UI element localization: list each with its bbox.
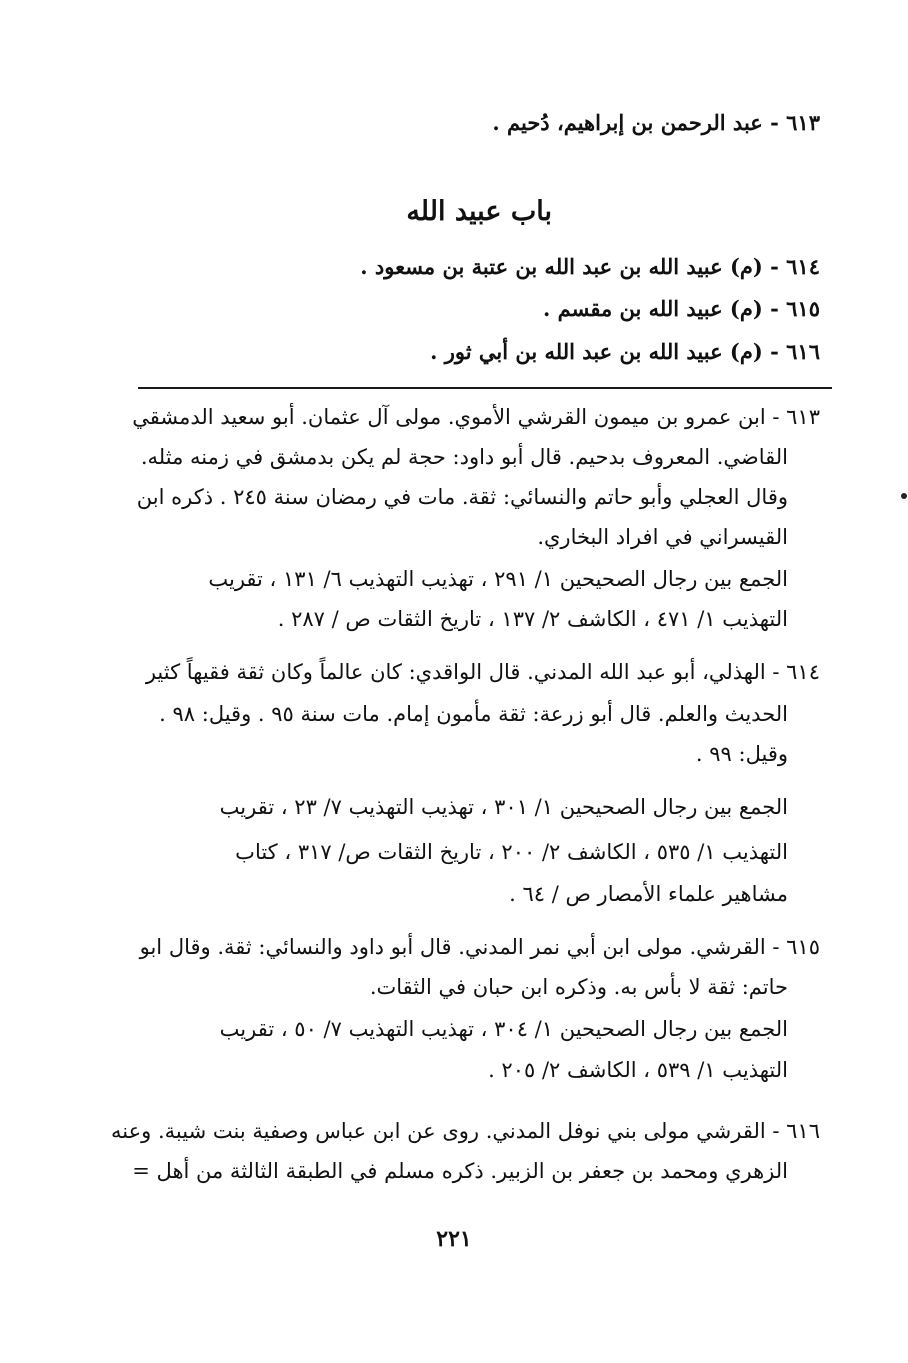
note-613-reference: التهذيب ١/ ٤٧١ ، الكاشف ٢/ ١٣٧ ، تاريخ الثقات ص / ٢٨٧ . [277,607,788,631]
note-614-line: الحديث والعلم. قال أبو زرعة: ثقة مأمون إمام. مات سنة ٩٥ . وقيل: ٩٨ . [159,702,788,726]
footnote-divider [138,387,832,389]
entry-615: ٦١٥ - (م) عبيد الله بن مقسم . [542,296,820,321]
note-616-line: الزهري ومحمد بن جعفر بن الزبير. ذكره مسلم في الطبقة الثالثة من أهل = [132,1159,788,1183]
note-614-reference: الجمع بين رجال الصحيحين ١/ ٣٠١ ، تهذيب التهذيب ٧/ ٢٣ ، تقريب [219,795,788,819]
note-613-line: ٦١٣ - ابن عمرو بن ميمون القرشي الأموي. مولى آل عثمان. أبو سعيد الدمشقي [132,405,820,429]
margin-mark [901,493,907,499]
note-614-line: ٦١٤ - الهذلي، أبو عبد الله المدني. قال الواقدي: كان عالماً وكان ثقة فقيهاً كثير [145,660,820,684]
section-title: باب عبيد الله [406,196,552,227]
page-number: ٢٢١ [436,1226,472,1252]
note-615-line: ٦١٥ - القرشي. مولى ابن أبي نمر المدني. قال أبو داود والنسائي: ثقة. وقال ابو [139,935,820,959]
entry-613: ٦١٣ - عبد الرحمن بن إبراهيم، دُحيم . [492,110,820,135]
entry-616: ٦١٦ - (م) عبيد الله بن عبد الله بن أبي ثور . [430,339,820,364]
note-614-line: وقيل: ٩٩ . [695,742,788,766]
entry-614: ٦١٤ - (م) عبيد الله بن عبد الله بن عتبة بن مسعود . [360,254,820,279]
note-615-line: حاتم: ثقة لا بأس به. وذكره ابن حبان في الثقات. [369,975,788,999]
note-613-line: القاضي. المعروف بدحيم. قال أبو داود: حجة لم يكن بدمشق في زمنه مثله. [140,445,788,469]
note-614-reference: التهذيب ١/ ٥٣٥ ، الكاشف ٢/ ٢٠٠ ، تاريخ الثقات ص/ ٣١٧ ، كتاب [235,840,788,864]
note-613-line: وقال العجلي وأبو حاتم والنسائي: ثقة. مات في رمضان سنة ٢٤٥ . ذكره ابن [136,485,788,509]
note-615-reference: الجمع بين رجال الصحيحين ١/ ٣٠٤ ، تهذيب التهذيب ٧/ ٥٠ ، تقريب [219,1017,788,1041]
note-616-line: ٦١٦ - القرشي مولى بني نوفل المدني. روى عن ابن عباس وصفية بنت شيبة. وعنه [111,1119,820,1143]
note-613-reference: الجمع بين رجال الصحيحين ١/ ٢٩١ ، تهذيب التهذيب ٦/ ١٣١ ، تقريب [208,567,788,591]
note-615-reference: التهذيب ١/ ٥٣٩ ، الكاشف ٢/ ٢٠٥ . [488,1058,788,1082]
note-614-reference: مشاهير علماء الأمصار ص / ٦٤ . [509,882,788,906]
note-613-line: القيسراني في افراد البخاري. [537,525,788,549]
